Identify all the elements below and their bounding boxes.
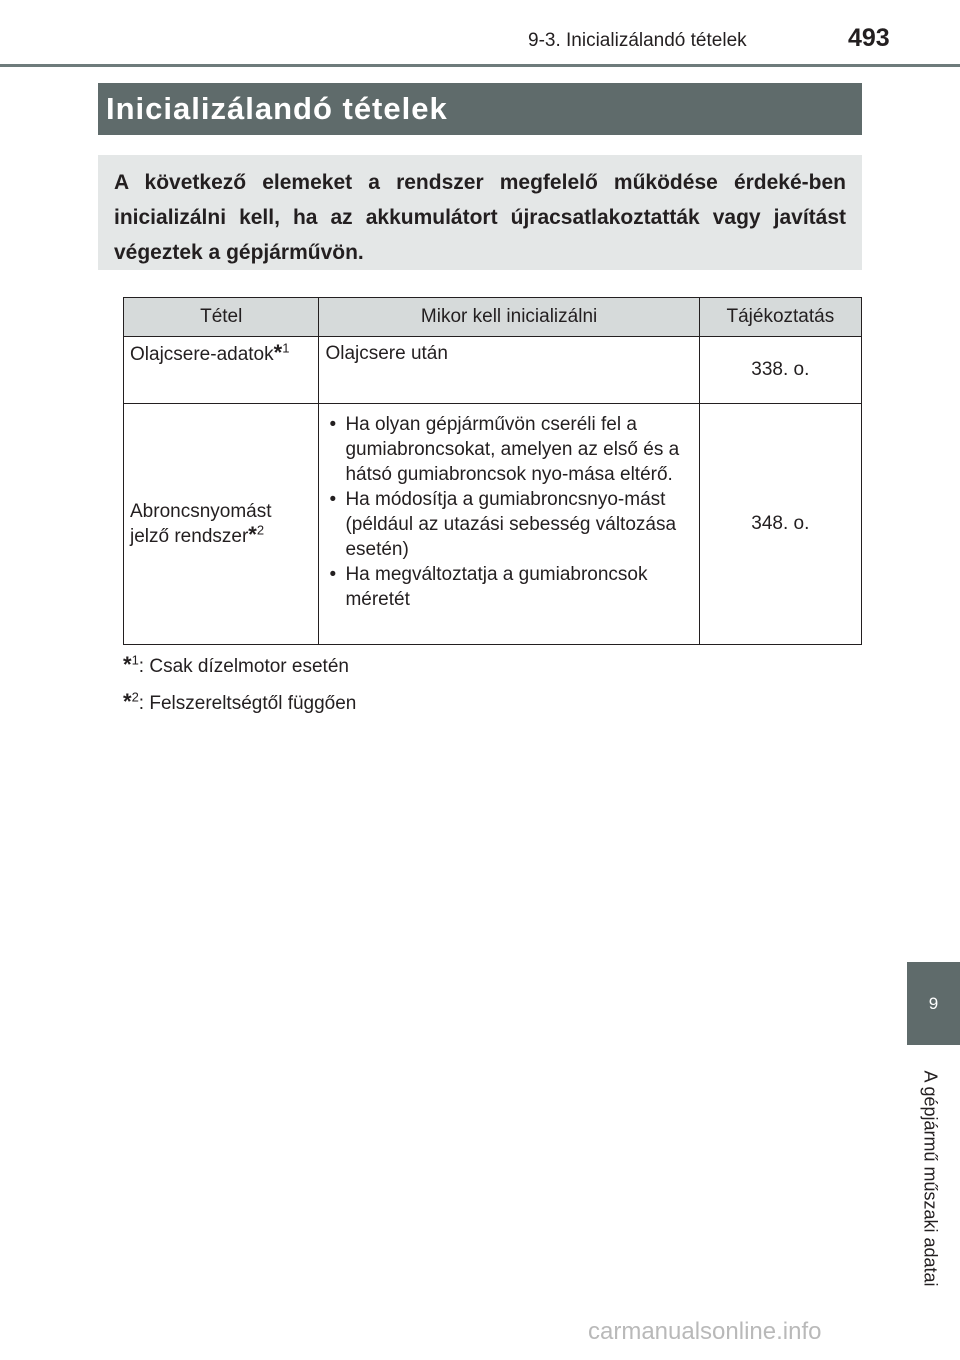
watermark: carmanualsonline.info	[588, 1318, 822, 1345]
intro-text: A következő elemeket a rendszer megfelelő működése érdeké-ben inicializálni kell, ha az akkumulátort újracsatlakoztatták vagy javítást végeztek a gépjárművön.	[114, 171, 846, 264]
chapter-label: A gépjármű műszaki adatai	[920, 1070, 941, 1287]
table-header-row	[124, 298, 862, 337]
footnote-mark: 1	[282, 340, 290, 356]
initialization-table	[123, 297, 862, 645]
footnote-mark: 2	[131, 689, 139, 705]
table-cell-when	[319, 404, 699, 645]
when-text: Olajcsere után	[325, 343, 448, 364]
table-cell-when	[319, 337, 699, 404]
chapter-number: 9	[928, 993, 939, 1013]
section-title: Inicializálandó tételek	[106, 91, 448, 126]
table-row	[124, 337, 862, 404]
footnote-text: : Felszereltségtől függően	[138, 693, 357, 714]
list-item: • Ha megváltoztatja a gumiabroncsok méretét	[325, 562, 692, 612]
intro-box	[98, 155, 862, 270]
header-divider	[0, 64, 960, 67]
footnote-mark: 2	[256, 522, 265, 538]
table-cell-reference	[699, 337, 861, 404]
table-row	[124, 404, 862, 645]
chapter-tab	[907, 962, 960, 1045]
list-item: • Ha olyan gépjárművön cseréli fel a gumiabroncsokat, amelyen az első és a hátsó gumiabroncsok nyo-mása eltérő.	[325, 412, 692, 487]
condition-list	[325, 408, 692, 612]
footnote	[123, 652, 349, 678]
table-cell-reference	[699, 404, 861, 645]
footnote-star: *	[273, 340, 283, 365]
column-header-when: Mikor kell inicializálni	[319, 298, 699, 337]
page-reference: 338. o.	[751, 359, 810, 380]
section-title-bar	[98, 83, 862, 135]
column-header-reference: Tájékoztatás	[699, 298, 861, 337]
footnote-star: *	[123, 652, 132, 677]
footnote-mark: 1	[131, 652, 139, 668]
footnote-text: : Csak dízelmotor esetén	[138, 656, 349, 677]
table-cell-item	[124, 404, 319, 645]
list-item: • Ha módosítja a gumiabroncsnyo-mást (például az utazási sebesség változása esetén)	[325, 487, 692, 562]
page-reference: 348. o.	[751, 513, 810, 534]
item-name: Olajcsere-adatok	[130, 344, 274, 365]
page-number: 493	[848, 24, 890, 52]
item-name: Abroncsnyomást jelző rendszer	[130, 501, 272, 547]
footnote-star: *	[248, 522, 257, 547]
table-cell-item	[124, 337, 319, 404]
footnote-star: *	[123, 689, 132, 714]
column-header-item: Tétel	[124, 298, 319, 337]
running-header-title: 9-3. Inicializálandó tételek	[528, 30, 747, 51]
footnote	[123, 689, 356, 715]
